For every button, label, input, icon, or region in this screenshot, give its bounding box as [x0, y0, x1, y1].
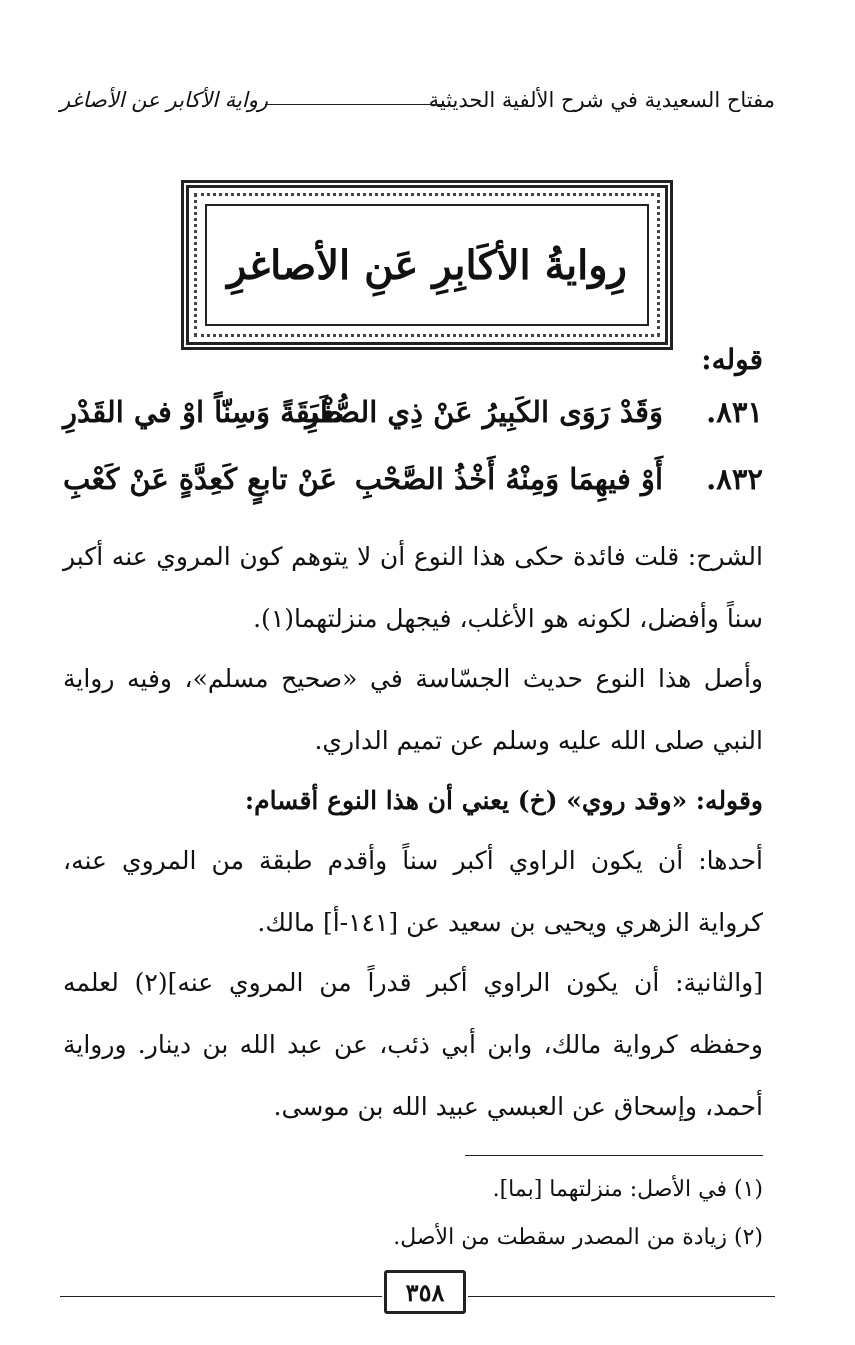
chapter-title-frame — [181, 180, 673, 350]
qawluh-label: قوله: — [701, 343, 763, 376]
header-chapter-title: رواية الأكابر عن الأصاغر — [60, 88, 269, 112]
footnote: (١) في الأصل: منزلتهما [بما]. — [492, 1177, 763, 1202]
verse-number: ٨٣٢. — [706, 462, 763, 496]
chapter-title: رِوايةُ الأكَابِرِ عَنِ الأصاغرِ — [227, 241, 627, 289]
running-header — [60, 82, 775, 122]
commentary-paragraph: وقوله: «وقد روي» (خ) يعني أن هذا النوع أقسام: — [244, 786, 763, 815]
verse-first-hemistich: أَوْ فيهِمَا وَمِنْهُ أَخْذُ الصَّحْبِ — [354, 462, 663, 496]
commentary-paragraph: وأصل هذا النوع حديث الجسّاسة في «صحيح مسلم»، وفيه رواية النبي صلى الله عليه وسلم عن تميم الداري. — [63, 664, 763, 755]
footnote: (٢) زيادة من المصدر سقطت من الأصل. — [393, 1225, 763, 1250]
verse-line — [63, 395, 763, 445]
footer-rule-left — [60, 1296, 382, 1297]
verse-second-hemistich: طَبَقَةً وَسِنّاً اوْ في القَدْرِ — [63, 395, 343, 429]
commentary-paragraph: [والثانية: أن يكون الراوي أكبر قدراً من المروي عنه](٢) لعلمه وحفظه كرواية مالك، وابن أبي ذئب، عن عبد الله بن دينار. ورواية أحمد، وإسحاق عن العبسي عبيد الله بن موسى. — [63, 968, 764, 1121]
footer-rule-right — [468, 1296, 775, 1297]
header-rule — [265, 104, 445, 105]
verse-first-hemistich: وَقَدْ رَوَى الكَبِيرُ عَنْ ذِي الصُّغْرِ — [305, 395, 663, 429]
chapter-title-inner-border — [205, 204, 649, 326]
commentary-paragraph: أحدها: أن يكون الراوي أكبر سناً وأقدم طبقة من المروي عنه، كرواية الزهري ويحيى بن سعيد عن [١٤١-أ] مالك. — [63, 846, 763, 937]
verse-line — [63, 462, 763, 512]
page-number: ٣٥٨ — [384, 1270, 466, 1314]
footnote-separator — [465, 1155, 763, 1156]
verse-number: ٨٣١. — [706, 395, 763, 429]
commentary-paragraph: الشرح: قلت فائدة حكى هذا النوع أن لا يتوهم كون المروي عنه أكبر سناً وأفضل، لكونه هو الأغلب، فيجهل منزلتهما(١). — [63, 542, 763, 633]
header-book-title: مفتاح السعيدية في شرح الألفية الحديثية — [428, 88, 775, 112]
verse-second-hemistich: عَنْ تابعٍ كَعِدَّةٍ عَنْ كَعْبِ — [63, 462, 338, 496]
